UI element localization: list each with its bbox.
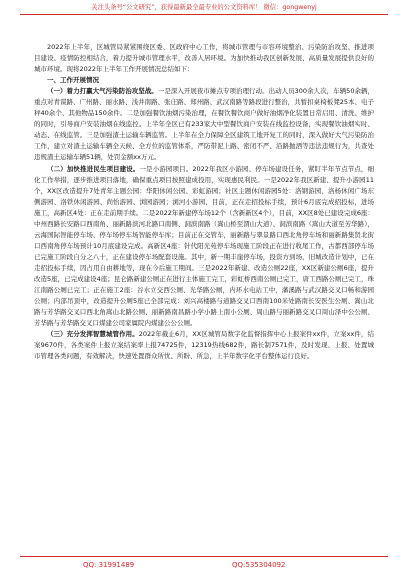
subsection-3 [34,329,374,362]
intro-paragraph: 2022年上半年，区城管局紧紧围绕区委、区政府中心工作，将城市管理与市容环境整治、污染防治攻坚、推进项目建设、疫情防控相结合，着力提升城市管理水平，改善人居环境。为加快推动我区创新发展、高质量发展提供良好的城市环境。现将2022年上半年工作开展情况总结如下： [34,43,374,74]
top-banner: 关注头条号“公文研究”，获得最新最全最专业的公文资料库！ 微信：gongwenyj [91,4,317,11]
subsection-1-heading: （一）着力打赢大气污染防治攻坚战。 [47,87,158,96]
subsection-2-text: 一是小游园项目。2022年我区小游园、停车场建设任务，紧盯半年节点节点，细化工作举措，逐步推进项目落地，确保重点项目按照建成投用，实现惠民利民。一是2022年我区新建、提升小游园11个，XX区改造提升7处青年主题公园：华阳休闲公园、彩虹游园；社区主题休闲游园5处：洛钢游园、洛杨休闲广场东侧游园、洛铁休闲游园、尚怡游园、浏园游园；浏河小游园、目前，正在走招投标手续，预计6月底完成招投标，进场施工，高新区4处：正在走前期手续。二是2022年新建停车场12个（含新新区4个），目前，XX区8处已建设完成6座：中州西路长安路口西南角、丽新路滨河北路口南侧、洞滨南路（嵩山桥至渭山大道）、洞滨南路（嵩山大道至芳华路），云海国际智能停车场、停车场停车场智能停车库；目前正在交管车，丽新路与翠景路口西北角停车场和丽新路集贤北街口西南角停车场预计10月底建设完成。高新区4座：针代阳光苑停车场现施工阶段正在进行收尾工作，古都西部停车场已完施工阶段自分之八十，正在建设停车场配套设施。其中，新一期丰崖停车场，投资方到场，旧城改造计划中，已在走招投标手续，因占用自由耕地等，现在今后施工期间。三是2022年新建、改造公厕22座，XX区新建公厕6座，提升改造5座，已完成建设4座；昆仑路新建公厕正在进行主体施工完工，彩虹桥西南公厕已完工，唐工西路公厕已完工，珠江南路公厕已完工；正在施工2座：谷水立交西公厕、光华路公厕，内环水电站工中，藩溪路与武汉路交叉口畅和游园公厕；内部吊顶中，改造提升公厕5座已全部完成：刘兴高楼路与道路交叉口西南100米处路南长安医生公厕、嵩山北路与芳华路交叉口西北角嵩山北路公厕、丽新路南昌路小学小路上南小公厕、周山路与丽新路交叉口周山泽中公公厕、芳华路与芳华路交叉口煤建公司家属院内煤建公公公厕。 [34,164,374,328]
footer [20,559,388,571]
banner-divider [20,14,388,15]
footer-divider [20,556,388,557]
footer-qq: QQ: 31991489 [83,561,135,569]
subsection-3-heading: （三）充分发挥智慧城管作用。 [47,330,139,339]
subsection-2-heading: （二）加快推进民生项目建设。 [47,164,140,173]
subsection-1-text: 一是深入开展夜市摊点专项治理行动。出动人员300余人次，车辆50余辆，重点对青谋路、广州路、丽水路、浅井南路、张庄路、郑州路、武汉南路等路段进行整治，共暂扣桌椅板凳25本、电子秤40余个、其他物品150余件。二是加强餐饮油烟污染治理，在餐饮餐饮商户做好油烟净化装置日常启用、清洗、维护的同时，引导商户安装油烟在线监控。上半年全区已有233家大中型餐饮商户安装在线监控设备，实现餐饮油烟实时、动态、在线监管。三是加强渣土运输车辆监管。上半年在全力保障全区建筑工地开复工的同时，深入做好大气污染防治工作，建立对渣土运输车辆全天候、全方位的监管体系，严防带泥上路、密闭不严、沿路抛洒等违法违规行为，共查处违规渣土运输车辆51辆，处罚金额xx万元。 [34,87,374,162]
subsection-2 [34,164,374,330]
footer-qq-2: QQ:535304092 [232,561,286,569]
subsection-1 [34,86,374,163]
document-body [34,42,374,562]
subsection-3-text: 2022年截止6月，XX区城管局数字化监督指挥中心上报案件xx件，立案xx件，结案9670件，各类案件上报立案结案率上报74725件，12319热线682件，路长制7571件，及时发现、上报、处置城市管理各类问题，有效解决，快速处置群众所忧、所盼、所急，上半年数字化平台整体运行良好。 [34,330,374,361]
section-heading: 一、工作开展情况 [47,76,99,85]
